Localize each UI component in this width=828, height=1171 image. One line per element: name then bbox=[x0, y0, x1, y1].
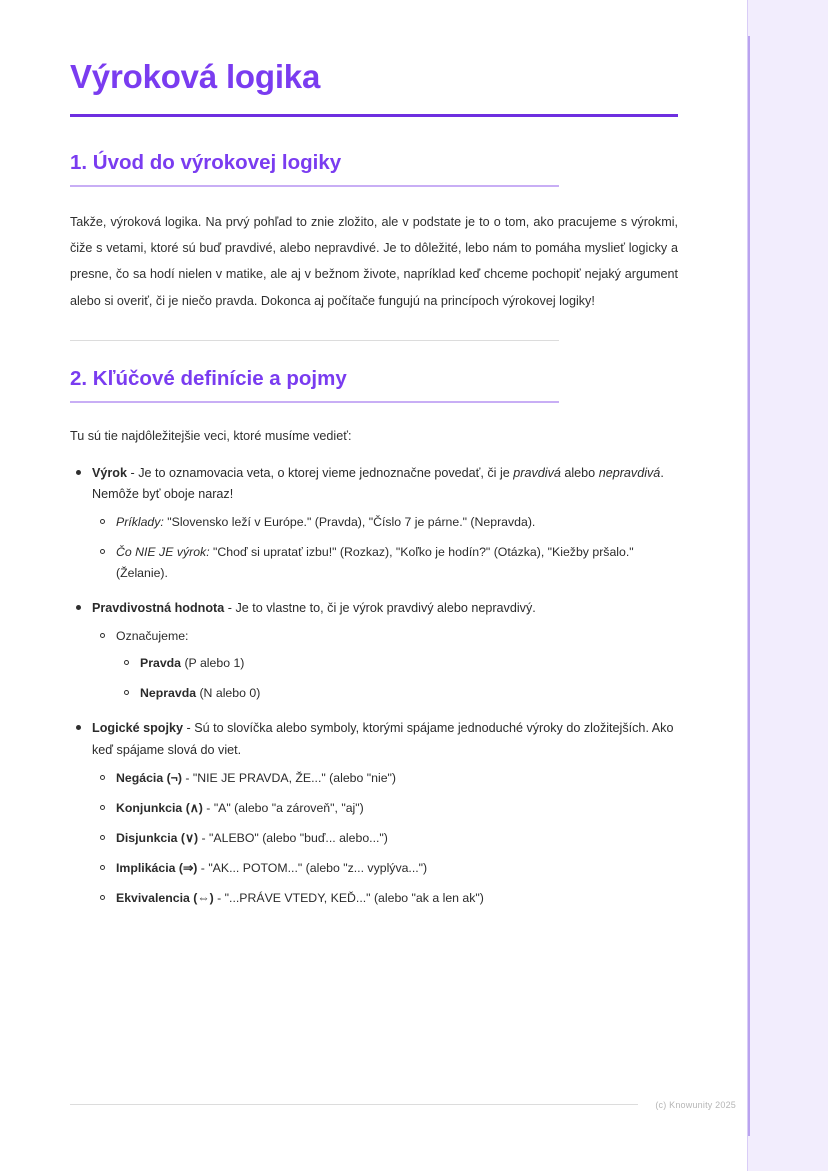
footer-copyright: (c) Knowunity 2025 bbox=[655, 1100, 736, 1110]
value-label: Nepravda bbox=[140, 686, 197, 701]
list-item-disjunkcia bbox=[92, 828, 678, 849]
term-label: Logické spojky bbox=[92, 721, 183, 736]
key-terms-list bbox=[70, 463, 678, 910]
term-text-2: alebo bbox=[560, 465, 599, 480]
sub-label: Označujeme: bbox=[116, 629, 189, 643]
list-item-pravdivostna-hodnota bbox=[70, 598, 678, 704]
bullet-hollow-icon bbox=[100, 549, 105, 554]
bullet-hollow-icon bbox=[100, 519, 105, 524]
sub-emphasis: Čo NIE JE výrok: bbox=[116, 545, 210, 560]
connective-text: - "NIE JE PRAVDA, ŽE..." (alebo "nie") bbox=[181, 770, 396, 785]
connective-label: Implikácia (⇒) bbox=[116, 861, 198, 876]
section-divider-2 bbox=[70, 401, 559, 403]
content-divider bbox=[70, 340, 559, 341]
term-text: - Sú to slovíčka alebo symboly, ktorými spájame jednoduché výroky do zložitejších. Ako keď spájame slová do viet. bbox=[92, 721, 674, 758]
list-item-implikacia bbox=[92, 858, 678, 879]
bullet-hollow-icon bbox=[100, 835, 105, 840]
sub-text: "Choď si upratať izbu!" (Rozkaz), "Koľko je hodín?" (Otázka), "Kiežby pršalo." (Želanie). bbox=[116, 545, 634, 581]
connectives-list bbox=[92, 768, 678, 910]
bullet-hollow-icon bbox=[100, 775, 105, 780]
term-emphasis: pravdivá bbox=[513, 465, 561, 480]
sub-emphasis: Príklady: bbox=[116, 514, 164, 529]
pravdivostna-sublist bbox=[92, 626, 678, 704]
connective-label: Negácia (¬) bbox=[116, 770, 182, 785]
list-item-konjunkcia bbox=[92, 798, 678, 819]
bullet-icon bbox=[76, 470, 81, 475]
bullet-hollow-icon bbox=[100, 805, 105, 810]
connective-label: Disjunkcia (∨) bbox=[116, 831, 199, 846]
value-text: (P alebo 1) bbox=[181, 656, 245, 671]
scrollbar-rail[interactable] bbox=[747, 0, 828, 1171]
term-text: - Je to oznamovacia veta, o ktorej vieme jednoznačne povedať, či je bbox=[127, 465, 514, 480]
bullet-hollow-icon bbox=[124, 690, 129, 695]
term-emphasis-2: nepravdivá bbox=[598, 465, 661, 480]
bullet-hollow-icon bbox=[100, 895, 105, 900]
value-label: Pravda bbox=[140, 656, 182, 671]
section-divider-1 bbox=[70, 185, 559, 187]
list-item-vyrok bbox=[70, 463, 678, 585]
page-title: Výroková logika bbox=[70, 58, 321, 95]
section-1-paragraph: Takže, výroková logika. Na prvý pohľad to znie zložito, ale v podstate je to o tom, ako pracujeme s výrokmi, čiže s vetami, ktoré sú buď pravdivé, alebo nepravdivé. Je to dôležité, lebo nám to pomáha myslieť logicky a presne, čo sa hodí nielen v matike, ale aj v bežnom živote, napríklad keď chceme pochopiť nejaký argument alebo si overiť, či je niečo pravda. Dokonca aj počítače fungujú na princípoch výrokovej logiky! bbox=[70, 214, 678, 308]
list-item-nepravda bbox=[116, 683, 678, 704]
list-item-co-nie-je-vyrok bbox=[92, 542, 678, 584]
section-2-lead: Tu sú tie najdôležitejšie veci, ktoré musíme vedieť: bbox=[70, 428, 352, 443]
bullet-icon bbox=[76, 725, 81, 730]
truth-values-list bbox=[116, 653, 678, 704]
connective-text: - "AK... POTOM..." (alebo "z... vyplýva...") bbox=[197, 861, 428, 876]
list-item-oznacujeme bbox=[92, 626, 678, 704]
connective-label: Ekvivalencia (⇔) bbox=[116, 891, 214, 906]
bullet-hollow-icon bbox=[124, 660, 129, 665]
list-item-logicke-spojky bbox=[70, 718, 678, 909]
connective-text: - "...PRÁVE VTEDY, KEĎ..." (alebo "ak a len ak") bbox=[213, 891, 484, 906]
term-text-3: . Nemôže byť oboje naraz! bbox=[92, 465, 664, 502]
value-text: (N alebo 0) bbox=[196, 686, 261, 701]
footer-divider bbox=[70, 1104, 638, 1105]
section-heading-2: 2. Kľúčové definície a pojmy bbox=[70, 366, 347, 390]
section-heading-1: 1. Úvod do výrokovej logiky bbox=[70, 150, 342, 174]
list-item-negacia bbox=[92, 768, 678, 789]
connective-text: - "A" (alebo "a zároveň", "aj") bbox=[202, 800, 364, 815]
vyrok-sublist bbox=[92, 512, 678, 584]
term-label: Výrok bbox=[92, 465, 128, 480]
term-label: Pravdivostná hodnota bbox=[92, 601, 225, 616]
bullet-icon bbox=[76, 605, 81, 610]
list-item-pravda bbox=[116, 653, 678, 674]
sub-text: "Slovensko leží v Európe." (Pravda), "Číslo 7 je párne." (Nepravda). bbox=[163, 514, 536, 529]
scrollbar-track[interactable] bbox=[748, 36, 750, 1136]
list-item-ekvivalencia bbox=[92, 888, 678, 909]
connective-text: - "ALEBO" (alebo "buď... alebo...") bbox=[198, 831, 388, 846]
bullet-hollow-icon bbox=[100, 633, 105, 638]
term-text: - Je to vlastne to, či je výrok pravdivý alebo nepravdivý. bbox=[224, 601, 536, 616]
list-item-priklady bbox=[92, 512, 678, 533]
bullet-hollow-icon bbox=[100, 865, 105, 870]
connective-label: Konjunkcia (∧) bbox=[116, 800, 203, 815]
title-divider bbox=[70, 114, 678, 117]
